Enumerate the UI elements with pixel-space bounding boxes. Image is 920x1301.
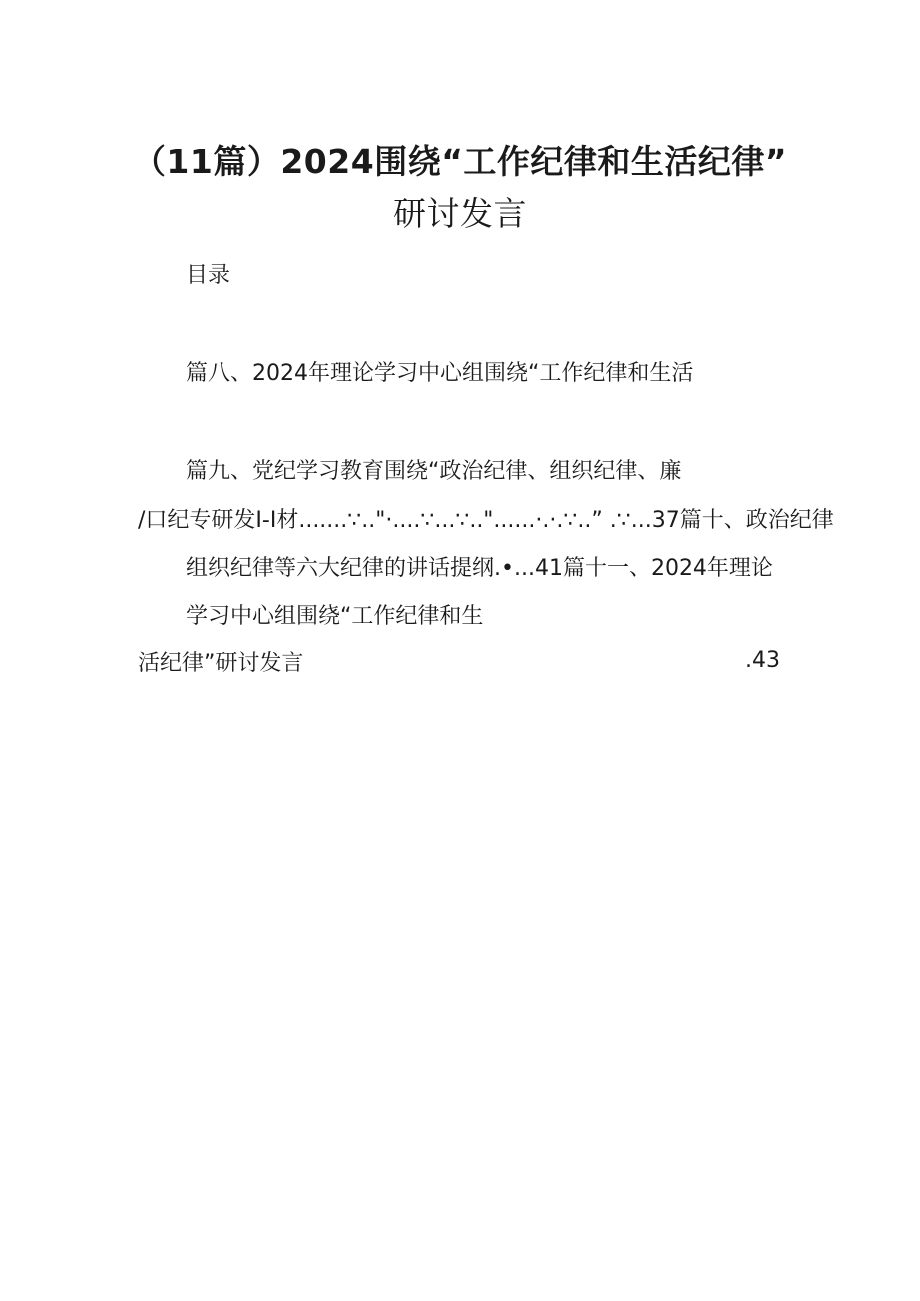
toc-page-number: .43	[745, 648, 780, 673]
toc-entry: 组织纪律等六大纪律的讲话提纲.•...41篇十一、2024年理论	[186, 556, 773, 581]
toc-entry: 篇八、2024年理论学习中心组围绕“工作纪律和生活	[186, 361, 694, 386]
toc-entry: 篇九、党纪学习教育围绕“政治纪律、组织纪律、廉	[186, 459, 682, 484]
document-title: （11篇）2024围绕“工作纪律和生活纪律”	[132, 142, 788, 181]
toc-entry: /口纪专研发I-I材.......∵.."·....∵...∵.."......·.·.∵..” .∵...37篇十、政治纪律	[138, 508, 834, 533]
toc-entry: 学习中心组围绕“工作纪律和生	[186, 604, 484, 629]
toc-heading: 目录	[186, 263, 231, 288]
toc-entry: 活纪律”研讨发言	[138, 651, 304, 676]
document-subtitle: 研讨发言	[393, 194, 527, 233]
